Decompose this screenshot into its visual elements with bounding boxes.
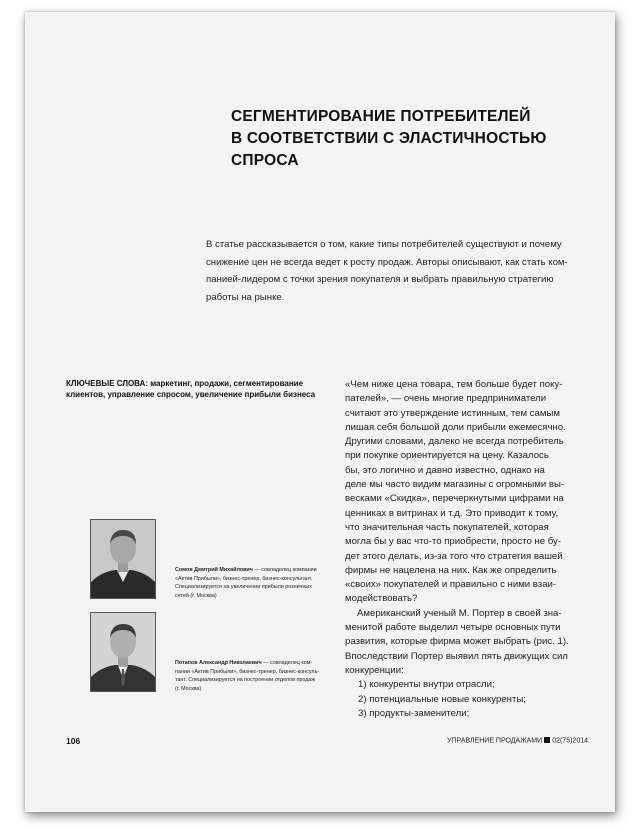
- list-item: 2) потенциальные новые конкуренты;: [358, 693, 526, 705]
- keywords-line: КЛЮЧЕВЫЕ СЛОВА: маркетинг, продажи, сегментирование: [66, 379, 304, 388]
- body-line: Другими словами, далеко не всегда потребитель: [345, 436, 564, 448]
- title-line: СПРОСА: [231, 152, 299, 169]
- author-bio-line: тант. Специализируется на построении отделов продаж: [175, 677, 315, 683]
- body-line: менитой работе выделил четыре основных пути: [345, 622, 561, 634]
- body-line: лишая себя большой доли прибыли ежемесячно.: [345, 421, 566, 433]
- body-line: конкуренции:: [345, 664, 404, 676]
- author-bio-text: — совладелец ком-: [261, 660, 313, 666]
- list-item: 3) продукты-заменители;: [358, 707, 470, 719]
- author-bio-line: Специализируется на увеличении прибыли розничных: [175, 584, 313, 590]
- author-bio-line: «Актив Прибыли», бизнес-тренер, бизнес-консультант.: [175, 575, 313, 582]
- body-line: Американский ученый М. Портер в своей зна-: [357, 607, 562, 619]
- author-bio-potapov: [175, 659, 335, 693]
- body-line: дет этого делать, из-за того что стратегия вашей: [345, 550, 563, 562]
- author-name: Сомов Дмитрий Михайлович: [175, 567, 253, 573]
- body-line: пателей», — очень многие предприниматели: [345, 393, 547, 405]
- magazine-name: УПРАВЛЕНИЕ ПРОДАЖАМИ: [447, 737, 543, 745]
- page-number: 106: [66, 736, 81, 746]
- author-photo-potapov: [90, 612, 156, 692]
- body-line: Впоследствии Портер выявил пять движущих сил: [345, 650, 568, 662]
- author-bio-somov: [175, 566, 335, 600]
- author-bio-line: пании «Актив Прибыли», бизнес-тренер, бизнес-консуль-: [175, 668, 320, 675]
- body-line: могла бы у вас что-то приобрести, просто не бу-: [345, 536, 562, 548]
- body-line: бы, это логично и давно известно, однако на: [345, 464, 545, 476]
- keywords-block: [66, 378, 326, 400]
- author-bio-line: сетей (г. Москва): [175, 592, 217, 599]
- square-icon: [544, 737, 550, 743]
- body-line: развития, которые фирма может выбрать (рис. 1).: [345, 636, 569, 648]
- lead-line: снижение цен не всегда ведет к росту продаж. Авторы описывают, как стать ком-: [206, 256, 568, 268]
- body-line: весками «Скидка», перечеркнутыми цифрами на: [345, 493, 564, 505]
- lead-line: панией-лидером с точки зрения покупателя и выбрать правильную стратегию: [206, 274, 554, 285]
- title-line: В СООТВЕТСТВИИ С ЭЛАСТИЧНОСТЬЮ: [231, 130, 547, 147]
- article-body: [345, 378, 585, 721]
- body-line: деле мы часто видим магазины с огромными вы-: [345, 479, 565, 491]
- issue-number: 02(75)2014: [552, 737, 588, 745]
- list-item: 1) конкуренты внутри отрасли;: [358, 679, 495, 691]
- article-lead: [206, 236, 571, 306]
- magazine-footer: [447, 737, 588, 745]
- author-name: Потапов Александр Николаевич: [175, 660, 262, 666]
- body-line: «Чем ниже цена товара, тем больше будет поку-: [345, 379, 563, 390]
- title-line: СЕГМЕНТИРОВАНИЕ ПОТРЕБИТЕЛЕЙ: [231, 108, 531, 125]
- body-line: считают это утверждение истинным, тем самым: [345, 407, 560, 419]
- body-line: фирмы не нацелена на них. Как же определить: [345, 564, 557, 576]
- keywords-line: клиентов, управление спросом, увеличение прибыли бизнеса: [66, 390, 316, 399]
- article-title: [231, 106, 591, 172]
- body-line: при покупке ориентируется на цену. Казалось: [345, 450, 549, 462]
- body-line: «своих» покупателей и правильно с ними взаи-: [345, 579, 557, 591]
- body-line: что значительная часть покупателей, которая: [345, 521, 549, 533]
- body-line: модействовать?: [345, 593, 418, 605]
- author-bio-line: (г. Москва): [175, 685, 202, 692]
- author-bio-text: — совладелец компании: [252, 567, 317, 573]
- body-line: ценниках в витринах и т.д. Это приводит к тому,: [345, 507, 559, 519]
- lead-line: В статье рассказывается о том, какие типы потребителей существуют и почему: [206, 239, 562, 250]
- author-photo-somov: [90, 519, 156, 599]
- lead-line: работы на рынке.: [206, 291, 285, 303]
